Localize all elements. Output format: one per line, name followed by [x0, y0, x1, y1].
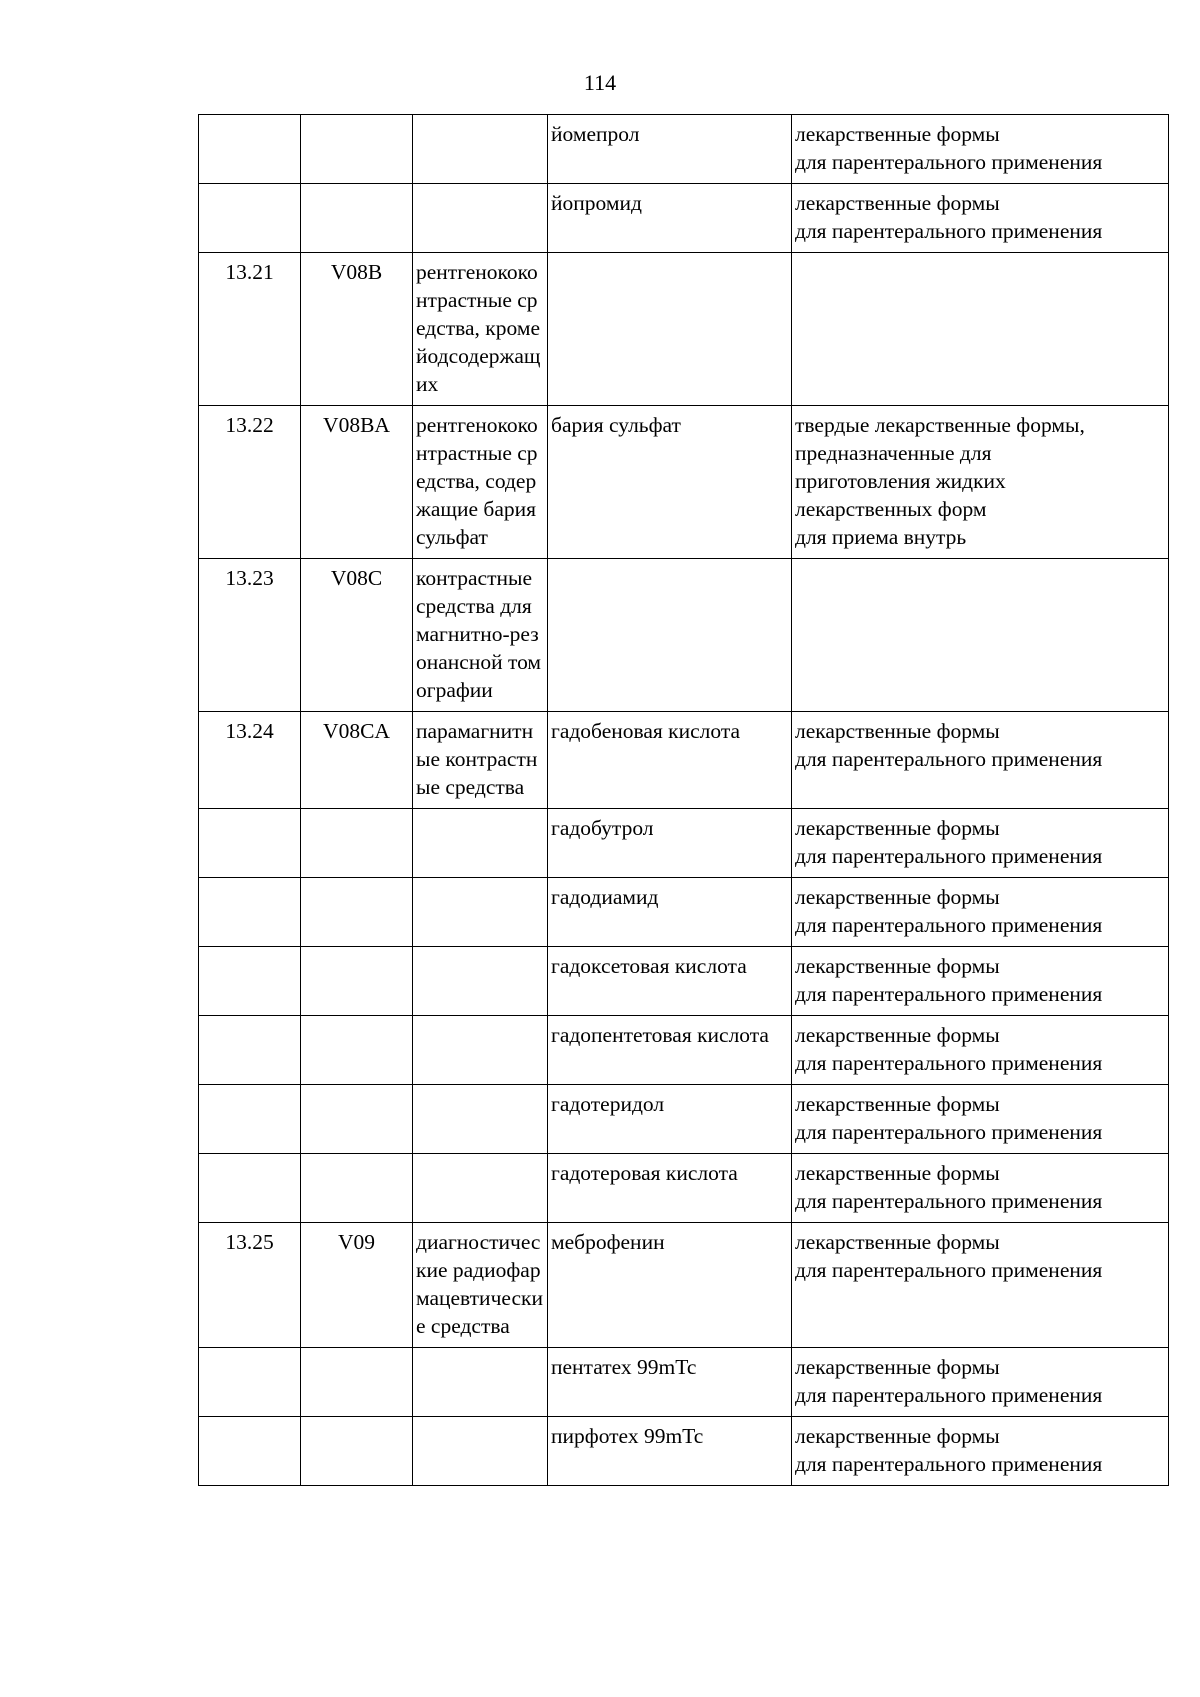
dosage-form-cell: лекарственные формы для парентерального применения: [792, 1348, 1169, 1417]
atc-code-cell: [301, 947, 413, 1016]
atc-code-cell: [301, 1348, 413, 1417]
row-number-cell: [199, 1016, 301, 1085]
table-body: [199, 115, 1169, 1486]
table-row: [199, 184, 1169, 253]
drug-name-cell: [548, 253, 792, 406]
table-row: [199, 1085, 1169, 1154]
dosage-form-cell: лекарственные формы для парентерального применения: [792, 1154, 1169, 1223]
row-number-cell: 13.21: [199, 253, 301, 406]
atc-code-cell: [301, 1016, 413, 1085]
row-number-cell: [199, 115, 301, 184]
dosage-form-cell: лекарственные формы для парентерального применения: [792, 1016, 1169, 1085]
drug-name-cell: бария сульфат: [548, 406, 792, 559]
dosage-form-cell: лекарственные формы для парентерального применения: [792, 1223, 1169, 1348]
group-name-cell: [413, 115, 548, 184]
drug-name-cell: гадопентетовая кислота: [548, 1016, 792, 1085]
page-number: 114: [583, 70, 617, 95]
row-number-cell: [199, 878, 301, 947]
row-number-cell: 13.24: [199, 712, 301, 809]
group-name-cell: [413, 1154, 548, 1223]
group-name-cell: [413, 878, 548, 947]
dosage-form-cell: [792, 253, 1169, 406]
table-row: [199, 115, 1169, 184]
group-name-cell: [413, 947, 548, 1016]
dosage-form-cell: твердые лекарственные формы, предназначенные для приготовления жидких лекарственных форм для приема внутрь: [792, 406, 1169, 559]
atc-code-cell: V08CA: [301, 712, 413, 809]
drug-name-cell: йомепрол: [548, 115, 792, 184]
dosage-form-cell: лекарственные формы для парентерального применения: [792, 1085, 1169, 1154]
group-name-cell: контрастные средства для магнитно-резонансной томографии: [413, 559, 548, 712]
atc-code-cell: V08B: [301, 253, 413, 406]
row-number-cell: [199, 184, 301, 253]
group-name-cell: [413, 1417, 548, 1486]
table-row: [199, 809, 1169, 878]
atc-code-cell: V08C: [301, 559, 413, 712]
row-number-cell: 13.25: [199, 1223, 301, 1348]
table-row: [199, 1348, 1169, 1417]
drug-name-cell: гадоксетовая кислота: [548, 947, 792, 1016]
table-row: [199, 712, 1169, 809]
drug-name-cell: гадобеновая кислота: [548, 712, 792, 809]
dosage-form-cell: [792, 559, 1169, 712]
row-number-cell: [199, 1154, 301, 1223]
row-number-cell: [199, 947, 301, 1016]
drug-name-cell: пентатех 99mTc: [548, 1348, 792, 1417]
atc-code-cell: V08BA: [301, 406, 413, 559]
group-name-cell: [413, 1348, 548, 1417]
table-row: [199, 1154, 1169, 1223]
dosage-form-cell: лекарственные формы для парентерального применения: [792, 115, 1169, 184]
table-row: [199, 1223, 1169, 1348]
group-name-cell: диагностические радиофармацевтические средства: [413, 1223, 548, 1348]
table-row: [199, 253, 1169, 406]
drug-name-cell: меброфенин: [548, 1223, 792, 1348]
dosage-form-cell: лекарственные формы для парентерального применения: [792, 809, 1169, 878]
table-row: [199, 1417, 1169, 1486]
dosage-form-cell: лекарственные формы для парентерального применения: [792, 184, 1169, 253]
table-row: [199, 559, 1169, 712]
group-name-cell: [413, 1085, 548, 1154]
row-number-cell: [199, 809, 301, 878]
row-number-cell: 13.22: [199, 406, 301, 559]
group-name-cell: парамагнитные контрастные средства: [413, 712, 548, 809]
drug-name-cell: пирфотех 99mTc: [548, 1417, 792, 1486]
drug-name-cell: гадобутрол: [548, 809, 792, 878]
atc-code-cell: V09: [301, 1223, 413, 1348]
drug-name-cell: гадотеридол: [548, 1085, 792, 1154]
atc-code-cell: [301, 1085, 413, 1154]
row-number-cell: 13.23: [199, 559, 301, 712]
dosage-form-cell: лекарственные формы для парентерального применения: [792, 712, 1169, 809]
table-row: [199, 878, 1169, 947]
atc-code-cell: [301, 184, 413, 253]
drug-list-table: [198, 114, 1169, 1486]
table-row: [199, 406, 1169, 559]
table-row: [199, 1016, 1169, 1085]
dosage-form-cell: лекарственные формы для парентерального применения: [792, 947, 1169, 1016]
atc-code-cell: [301, 809, 413, 878]
dosage-form-cell: лекарственные формы для парентерального применения: [792, 1417, 1169, 1486]
drug-name-cell: гадодиамид: [548, 878, 792, 947]
group-name-cell: рентгенококонтрастные средства, содержащие бария сульфат: [413, 406, 548, 559]
group-name-cell: [413, 1016, 548, 1085]
atc-code-cell: [301, 878, 413, 947]
atc-code-cell: [301, 115, 413, 184]
drug-name-cell: [548, 559, 792, 712]
drug-name-cell: йопромид: [548, 184, 792, 253]
group-name-cell: [413, 809, 548, 878]
atc-code-cell: [301, 1154, 413, 1223]
row-number-cell: [199, 1348, 301, 1417]
row-number-cell: [199, 1085, 301, 1154]
row-number-cell: [199, 1417, 301, 1486]
atc-code-cell: [301, 1417, 413, 1486]
group-name-cell: [413, 184, 548, 253]
group-name-cell: рентгенококонтрастные средства, кроме йодсодержащих: [413, 253, 548, 406]
drug-name-cell: гадотеровая кислота: [548, 1154, 792, 1223]
table-row: [199, 947, 1169, 1016]
dosage-form-cell: лекарственные формы для парентерального применения: [792, 878, 1169, 947]
